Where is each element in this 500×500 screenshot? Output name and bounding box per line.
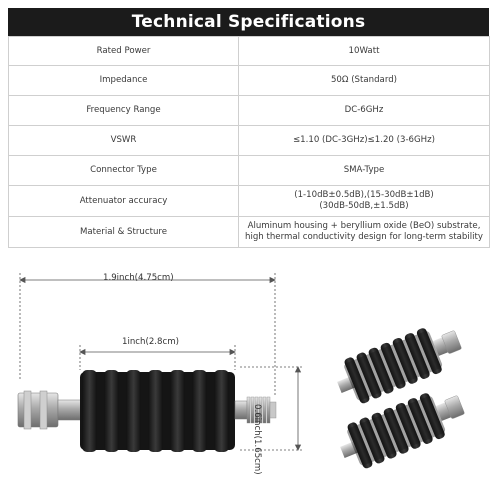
overall-length-label: 1.9inch(4.75cm) [103,273,174,283]
spec-value: 10Watt [239,37,490,66]
table-row [9,217,490,248]
attenuator-angled-2 [333,382,470,474]
spec-label: VSWR [9,126,239,156]
table-row [9,156,490,186]
table-row [9,186,490,217]
spec-label: Impedance [9,66,239,96]
spec-label: Attenuator accuracy [9,186,239,217]
spec-value: (1-10dB±0.5dB),(15-30dB±1dB) (30dB-50dB,±1.5dB) [239,186,490,217]
spec-value: Aluminum housing + beryllium oxide (BeO) substrate, high thermal conductivity design for long-term stability [239,217,490,248]
title-bar [8,8,489,36]
table-row [9,66,490,96]
spec-value: SMA-Type [239,156,490,186]
spec-label: Frequency Range [9,96,239,126]
spec-label: Rated Power [9,37,239,66]
table-row [9,96,490,126]
spec-label: Connector Type [9,156,239,186]
attenuator-main [18,370,276,452]
table-row [9,37,490,66]
specs-table [8,36,490,248]
body-length-label: 1inch(2.8cm) [122,337,179,347]
body-length-dimension [80,345,235,370]
product-illustration [0,250,500,500]
spec-value: ≤1.10 (DC-3GHz)≤1.20 (3-6GHz) [239,126,490,156]
height-label: 0.6inch(1.65cm) [252,404,262,475]
attenuator-angled-1 [330,317,467,409]
spec-value: 50Ω (Standard) [239,66,490,96]
spec-value: DC-6GHz [239,96,490,126]
spec-label: Material & Structure [9,217,239,248]
table-row [9,126,490,156]
page-title: Technical Specifications [131,12,366,32]
